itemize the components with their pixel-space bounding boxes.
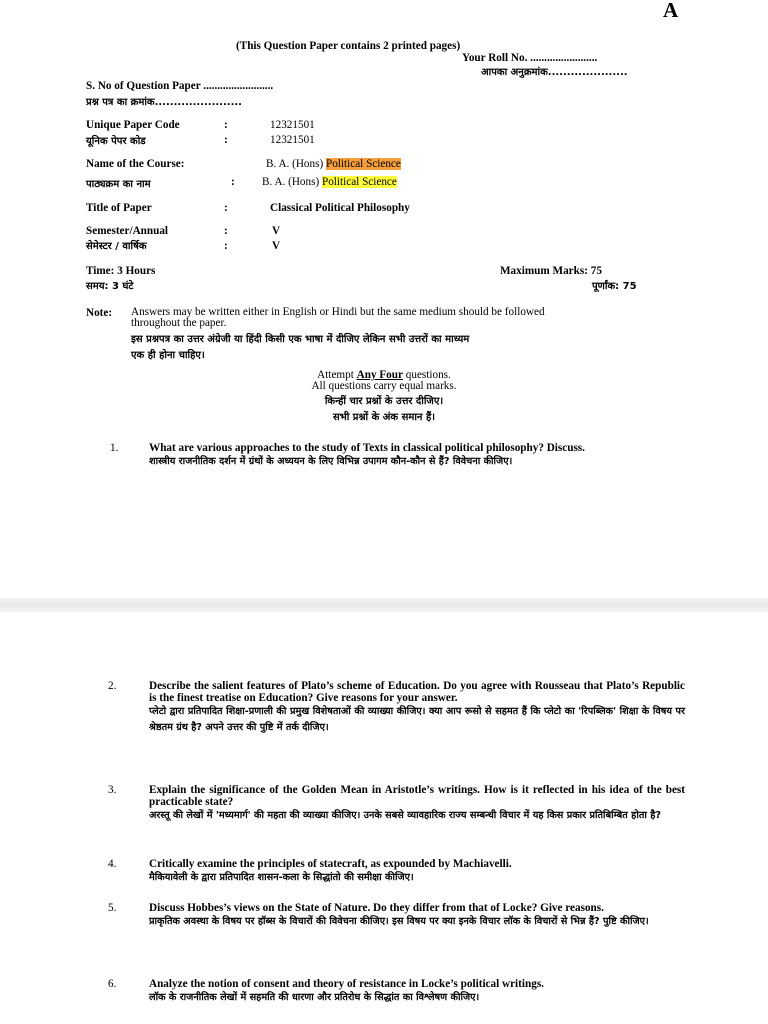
course-subject-highlight: Political Science (325, 158, 401, 170)
question-text-hi: लॉक के राजनीतिक लेखों में सहमति की धारणा और प्रतिरोध के सिद्धांत का विश्लेषण कीजिए। (149, 992, 480, 1003)
course-name-value-hindi-row (262, 176, 397, 188)
question-text-en: Explain the significance of the Golden Mean in Aristotle’s writings. How is it reflected in his idea of the best practicable state? (149, 784, 685, 808)
colon: : (224, 119, 228, 131)
course-name-value (266, 158, 401, 170)
question-number: 2. (108, 680, 117, 692)
time-label: Time: 3 Hours (86, 265, 156, 277)
course-prefix: B. A. (Hons) (266, 158, 324, 170)
roll-no-label-hindi: आपका अनुक्रमांक..................... (481, 67, 628, 78)
unique-paper-code-value: 12321501 (270, 119, 315, 131)
attempt-post: questions. (402, 369, 451, 381)
semester-label-hindi: सेमेस्टर / वार्षिक (86, 241, 147, 252)
question-text-hi: अरस्तू की लेखों में 'मध्यमार्ग' की महता की व्याख्या कीजिए। उनके सबसे व्यावहारिक राज्य सम्बन्धी विचार में यह किस प्रकार प्रतिबिम्बित होता है? (149, 810, 662, 821)
course-subject-highlight: Political Science (321, 176, 397, 188)
attempt-emphasis: Any Four (356, 369, 403, 381)
colon: : (231, 176, 235, 188)
roll-no-label: Your Roll No. ........................ (462, 52, 598, 64)
question-text-en: Describe the salient features of Plato’s scheme of Education. Do you agree with Rousseau that Plato’s Republic is the finest treatise on Education? Give reasons for your answer. (149, 680, 685, 704)
question-number: 6. (108, 978, 117, 990)
question-text-hi: प्राकृतिक अवस्था के विषय पर हॉब्स के विचारों की विवेचना कीजिए। इस विषय पर क्या इनके विचार लॉक के विचारों से भिन्न हैं? पुष्टि कीजिए। (149, 916, 649, 927)
colon: : (224, 134, 228, 146)
note-text-en-2: throughout the paper. (131, 317, 227, 329)
question-text-hi: शास्त्रीय राजनीतिक दर्शन में ग्रंथों के अध्ययन के लिए विभिन्न उपागम कौन-कौन से हैं? विवेचना कीजिए। (149, 456, 513, 467)
question-paper-sno-label: S. No of Question Paper ......................... (86, 80, 274, 92)
course-name-label-hindi: पाठ्यक्रम का नाम (86, 179, 151, 190)
colon: : (224, 202, 228, 214)
colon: : (224, 225, 228, 237)
question-paper-sno-label-hindi: प्रश्न पत्र का क्रमांक....................... (86, 97, 242, 108)
time-label-hindi: समय: 3 घंटे (86, 281, 134, 292)
unique-paper-code-label-hindi: यूनिक पेपर कोड (86, 136, 146, 147)
semester-label: Semester/Annual (86, 225, 169, 237)
question-text-en: Discuss Hobbes’s views on the State of Nature. Do they differ from that of Locke? Give reasons. (149, 902, 604, 914)
note-label: Note: (86, 307, 113, 319)
question-6 (149, 978, 685, 1006)
question-number: 4. (108, 858, 117, 870)
course-prefix: B. A. (Hons) (262, 176, 320, 188)
note-text-hi-2: एक ही होना चाहिए। (131, 350, 205, 361)
question-text-en: Critically examine the principles of statecraft, as expounded by Machiavelli. (149, 858, 512, 870)
question-3 (149, 784, 685, 824)
paper-title-label: Title of Paper (86, 202, 152, 214)
unique-paper-code-label: Unique Paper Code (86, 119, 180, 131)
unique-paper-code-value-2: 12321501 (270, 134, 315, 146)
attempt-pre: Attempt (317, 369, 357, 381)
colon: : (224, 240, 228, 252)
semester-value-2: V (272, 240, 281, 252)
paper-set-letter: A (663, 0, 679, 22)
attempt-instruction-hindi: किन्हीं चार प्रश्नों के उत्तर दीजिए। (324, 396, 444, 407)
question-5 (149, 902, 685, 930)
maximum-marks-label: Maximum Marks: 75 (500, 265, 602, 277)
question-text-hi: मैकियावेली के द्वारा प्रतिपादित शासन-कला के सिद्धांतो की समीक्षा कीजिए। (149, 872, 414, 883)
question-number: 5. (108, 902, 117, 914)
maximum-marks-label-hindi: पूर्णांक: 75 (592, 281, 637, 292)
equal-marks-instruction: All questions carry equal marks. (311, 380, 457, 392)
page-count-note: (This Question Paper contains 2 printed pages) (236, 40, 461, 52)
equal-marks-instruction-hindi: सभी प्रश्नों के अंक समान हैं। (332, 412, 436, 423)
question-1 (149, 442, 685, 470)
question-number: 1. (110, 442, 119, 454)
page-separator (0, 598, 768, 612)
semester-value: V (272, 225, 281, 237)
course-name-label: Name of the Course: (86, 158, 185, 170)
question-text-en: What are various approaches to the study of Texts in classical political philosophy? Discuss. (149, 442, 585, 454)
question-4 (149, 858, 685, 886)
question-text-en: Analyze the notion of consent and theory of resistance in Locke’s political writings. (149, 978, 544, 990)
question-2 (149, 680, 685, 736)
question-number: 3. (108, 784, 117, 796)
note-text-hi-1: इस प्रश्नपत्र का उत्तर अंग्रेजी या हिंदी किसी एक भाषा में दीजिए लेकिन सभी उत्तरों का माध्यम (131, 334, 470, 345)
page-2 (0, 612, 768, 1024)
question-text-hi: प्लेटो द्वारा प्रतिपादित शिक्षा-प्रणाली की प्रमुख विशेषताओं की व्याख्या कीजिए। क्या आप रूसो से सहमत हैं कि प्लेटो का 'रिपब्लिक' शिक्षा के विषय पर श्रेष्ठतम ग्रंथ है? अपने उत्तर की पुष्टि में तर्क दीजिए। (149, 706, 685, 733)
paper-title-value: Classical Political Philosophy (270, 202, 410, 214)
note-text-en-1: Answers may be written either in English or Hindi but the same medium should be followed (131, 306, 545, 318)
